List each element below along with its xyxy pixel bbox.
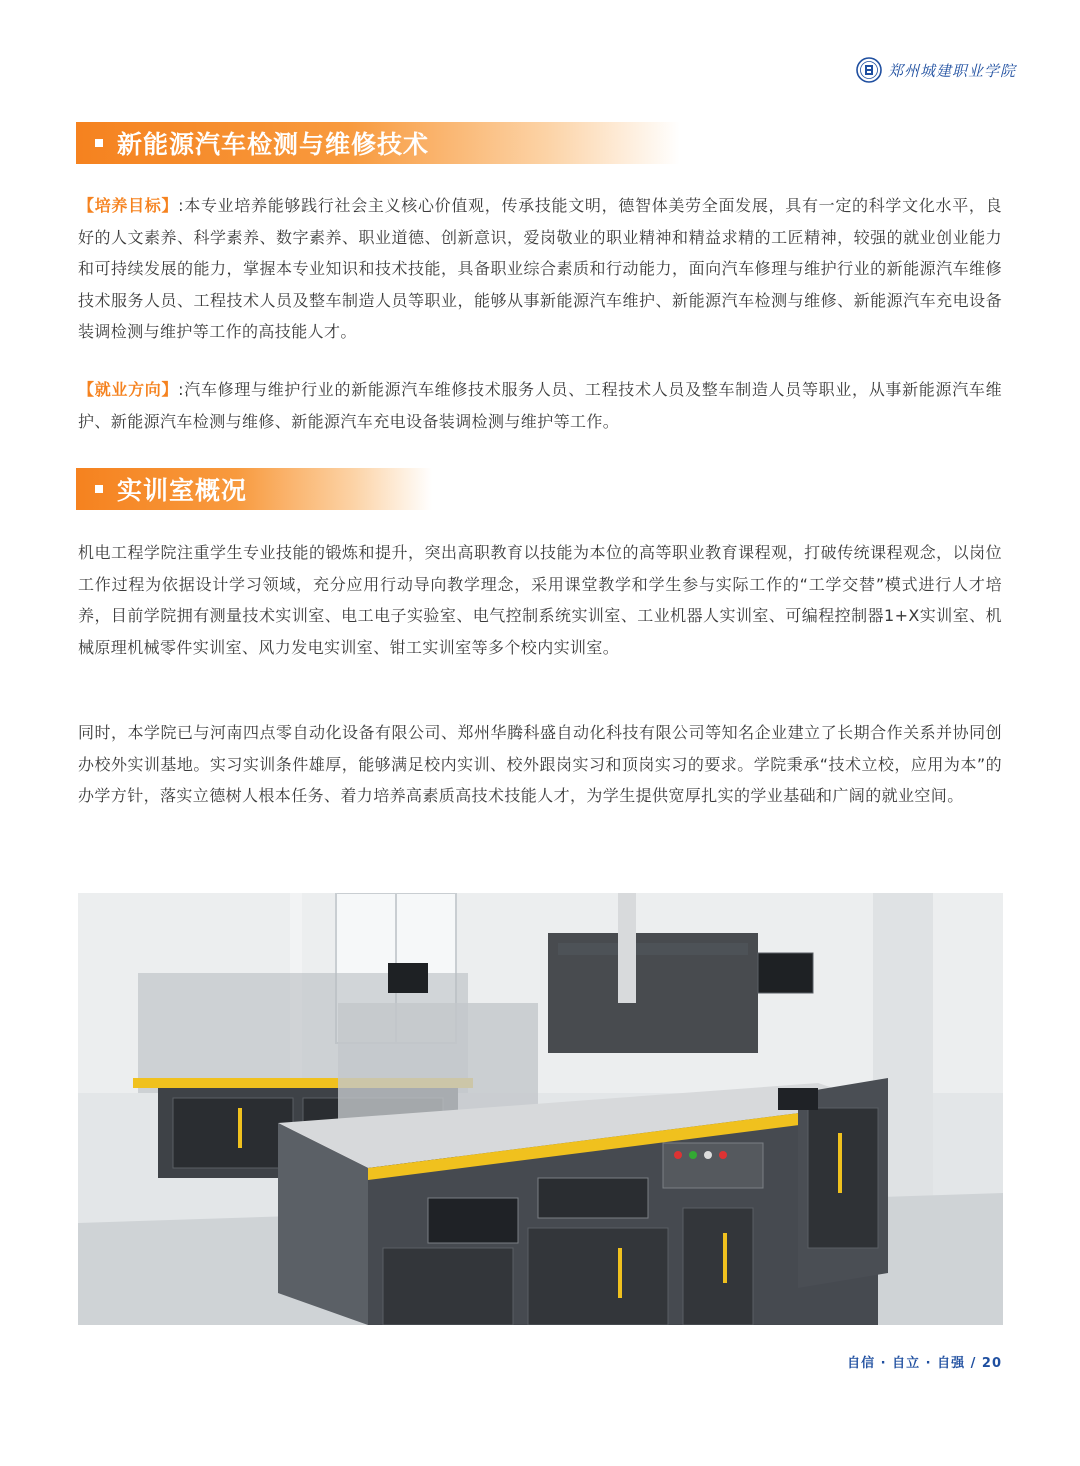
training-goal-paragraph (78, 190, 1002, 348)
page-number: 20 (981, 1356, 1002, 1371)
lab-overview-paragraph-2: 同时，本学院已与河南四点零自动化设备有限公司、郑州华腾科盛自动化科技有限公司等知名企业建立了长期合作关系并协同创办校外实训基地。实习实训条件雄厚，能够满足校内实训、校外跟岗实习和顶岗实习的要求。学院秉承“技术立校，应用为本”的办学方针，落实立德树人根本任务、着力培养高素质高技术技能人才，为学生提供宽厚扎实的学业基础和广阔的就业空间。 (78, 723, 1002, 805)
section-header-major (76, 122, 680, 164)
career-direction-paragraph (78, 374, 1002, 437)
lab-overview-paragraph-1: 机电工程学院注重学生专业技能的锻炼和提升，突出高职教育以技能为本位的高等职业教育课程观，打破传统课程观念，以岗位工作过程为依据设计学习领域，充分应用行动导向教学理念，采用课堂教学和学生参与实际工作的“工学交替”模式进行人才培养，目前学院拥有测量技术实训室、电工电子实验室、电气控制系统实训室、工业机器人实训室、可编程控制器1+X实训室、机械原理机械零件实训室、风力发电实训室、钳工实训室等多个校内实训室。 (78, 543, 1002, 657)
college-emblem-icon (856, 57, 882, 83)
footer-separator: / (970, 1356, 977, 1371)
square-bullet-icon (95, 485, 103, 493)
training-goal-label: 【培养目标】 (78, 196, 179, 215)
section-title-major: 新能源汽车检测与维修技术 (117, 130, 430, 159)
square-bullet-icon (95, 139, 103, 147)
training-lab-photo (78, 893, 1003, 1325)
training-lab-equipment-illustration (78, 893, 1003, 1325)
training-goal-text: :本专业培养能够践行社会主义核心价值观，传承技能文明，德智体美劳全面发展，具有一定的科学文化水平，良好的人文素养、科学素养、数字素养、职业道德、创新意识，爱岗敬业的职业精神和精益求精的工匠精神，较强的就业创业能力和可持续发展的能力，掌握本专业知识和技术技能，具备职业综合素质和行动能力，面向汽车修理与维护行业的新能源汽车维修技术服务人员、工程技术人员及整车制造人员等职业，能够从事新能源汽车维护、新能源汽车检测与维修、新能源汽车充电设备装调检测与维护等工作的高技能人才。 (78, 196, 1002, 341)
college-name: 郑州城建职业学院 (888, 61, 1017, 80)
career-direction-label: 【就业方向】 (78, 380, 179, 399)
career-direction-text: :汽车修理与维护行业的新能源汽车维修技术服务人员、工程技术人员及整车制造人员等职业，从事新能源汽车维护、新能源汽车检测与维修、新能源汽车充电设备装调检测与维护等工作。 (78, 380, 1002, 431)
page-footer (847, 1352, 1002, 1371)
section-header-lab (76, 468, 432, 510)
college-logo (856, 54, 1028, 86)
footer-motto: 自信 · 自立 · 自强 (847, 1356, 966, 1371)
section-title-lab: 实训室概况 (117, 476, 248, 505)
